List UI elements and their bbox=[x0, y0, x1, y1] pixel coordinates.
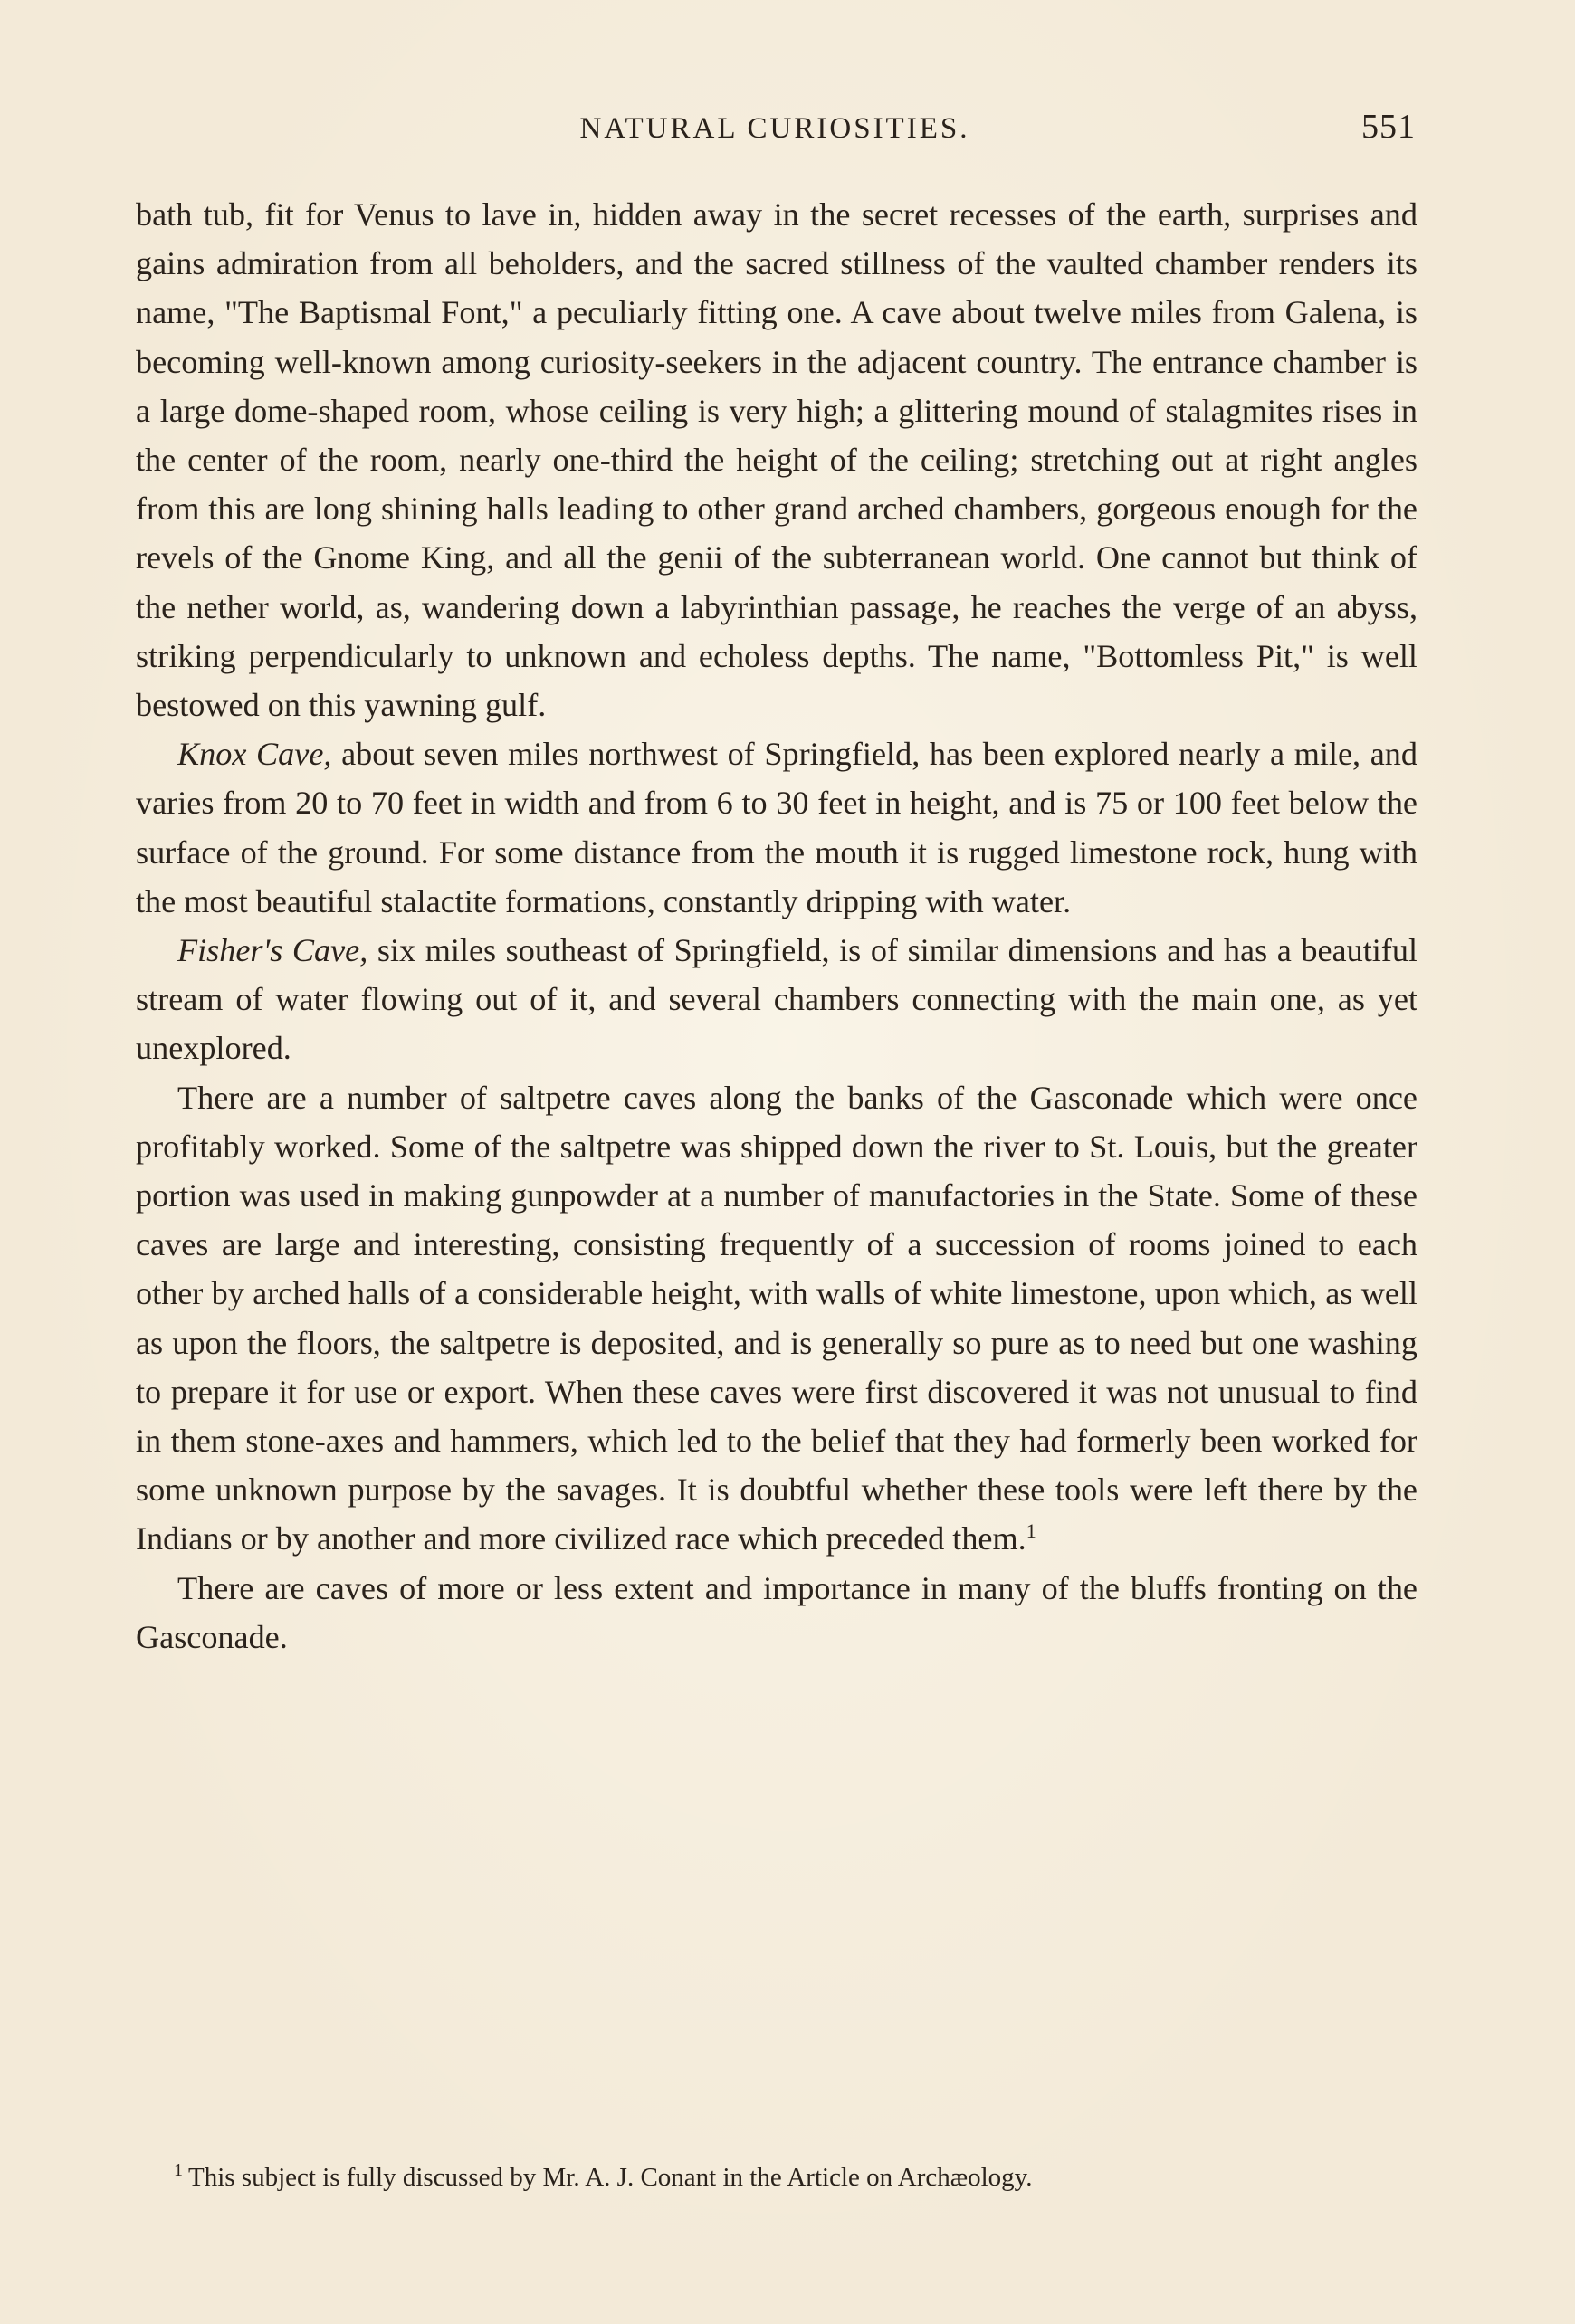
footnote-marker: 1 bbox=[174, 2160, 183, 2181]
footnote-reference: 1 bbox=[1026, 1519, 1036, 1543]
paragraph-text: bath tub, fit for Venus to lave in, hidden away in the secret recesses of the earth, surprises and gains admiration from all beholders, and the sacred stillness of the vaulted chamber renders its name, "The Baptismal Font," a peculiarly fitting one. A cave about twelve miles from Galena, is becoming well-known among curiosity-seekers in the adjacent country. The entrance chamber is a large dome-shaped room, whose ceiling is very high; a glittering mound of stalagmites rises in the center of the room, nearly one-third the height of the ceiling; stretching out at right angles from this are long shining halls leading to other grand arched chambers, gorgeous enough for the revels of the Gnome King, and all the genii of the subterranean world. One cannot but think of the nether world, as, wandering down a labyrinthian passage, he reaches the verge of an abyss, striking perpendicularly to unknown and echoless depths. The name, "Bottomless Pit," is well bestowed on this yawning gulf. bbox=[136, 196, 1418, 724]
footnote-text: This subject is fully discussed by Mr. A. J. Conant in the Article on Archæology. bbox=[188, 2163, 1033, 2192]
paragraph-text: There are a number of saltpetre caves along the banks of the Gasconade which were once profitably worked. Some of the saltpetre was shipped down the river to St. Louis, but the greater portion was used in making gunpowder at a number of manufactories in the State. Some of these caves are large and interesting, consisting frequently of a succession of rooms joined to each other by arched halls of a considerable height, with walls of white limestone, upon which, as well as upon the floors, the saltpetre is deposited, and is generally so pure as to need but one washing to prepare it for use or export. When these caves were first discovered it was not unusual to find in them stone-axes and hammers, which led to the belief that they had formerly been worked for some unknown purpose by the savages. It is doubtful whether these tools were left there by the Indians or by another and more civilized race which preceded them. bbox=[136, 1079, 1418, 1557]
place-name-knox-cave: Knox Cave, bbox=[177, 736, 332, 773]
paragraph-saltpetre-caves bbox=[136, 1073, 1418, 1564]
paragraph-knox-cave bbox=[136, 729, 1418, 926]
paragraph-continued bbox=[136, 190, 1418, 729]
place-name-fishers-cave: Fisher's Cave, bbox=[177, 932, 368, 969]
running-title: NATURAL CURIOSITIES. bbox=[579, 112, 970, 145]
paragraph-text: six miles southeast of Springfield, is of similar dimensions and has a beautiful stream of water flowing out of it, and several chambers connecting with the main one, as yet unexplored. bbox=[136, 932, 1418, 1067]
paragraph-text: about seven miles northwest of Springfield, has been explored nearly a mile, and varies from 20 to 70 feet in width and from 6 to 30 feet in height, and is 75 or 100 feet below the surface of the ground. For some distance from the mouth it is rugged limestone rock, hung with the most beautiful stalactite formations, constantly dripping with water. bbox=[136, 736, 1418, 919]
paragraph-text: There are caves of more or less extent and importance in many of the bluffs fronting on the Gasconade. bbox=[136, 1569, 1418, 1655]
running-head bbox=[134, 107, 1416, 161]
paragraph-gasconade-bluffs bbox=[136, 1564, 1418, 1662]
footnote bbox=[136, 2159, 1418, 2195]
page-number: 551 bbox=[1361, 108, 1416, 146]
body-text bbox=[136, 190, 1418, 1662]
paragraph-fishers-cave bbox=[136, 926, 1418, 1073]
